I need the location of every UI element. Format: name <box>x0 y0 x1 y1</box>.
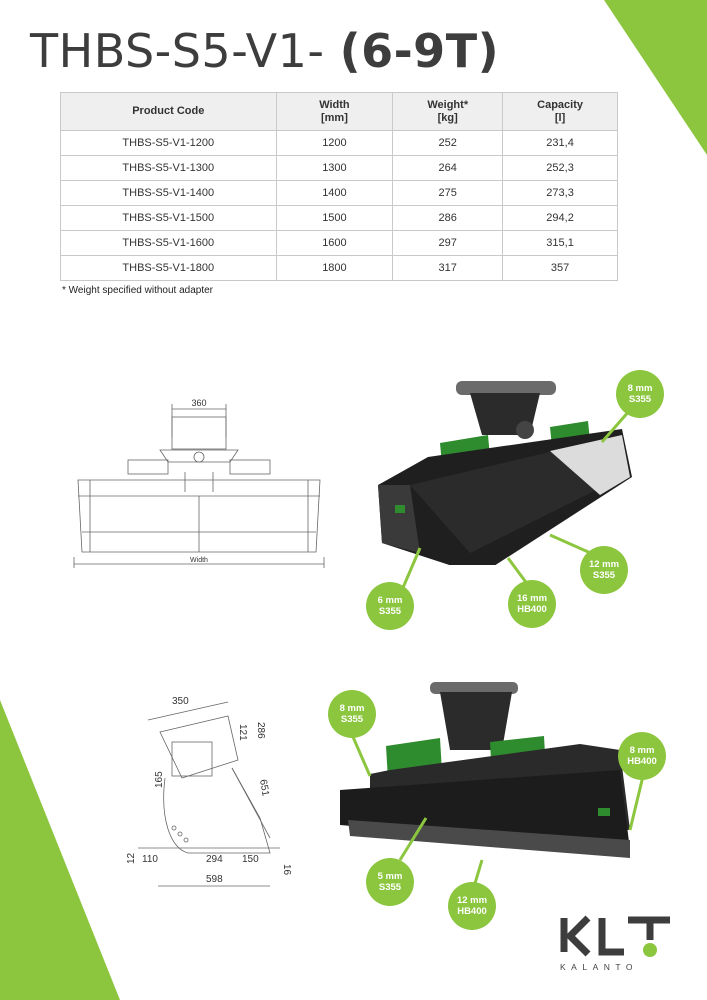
header-width: Width [mm] <box>276 93 393 131</box>
dim-12: 12 <box>126 852 137 864</box>
dim-width-label: Width <box>190 557 208 564</box>
weight-footnote: * Weight specified without adapter <box>62 285 214 296</box>
table-row <box>61 131 618 156</box>
cell-weight: 252 <box>393 131 503 156</box>
badge-thickness: 16 mm <box>516 593 548 604</box>
badge-material: HB400 <box>627 756 657 767</box>
badge-thickness: 8 mm <box>339 703 365 714</box>
dim-350: 350 <box>172 696 189 707</box>
title-model: THBS-S5-V1- <box>30 24 325 78</box>
dim-165: 165 <box>154 771 165 788</box>
badge-top-16mm-hb400 <box>508 580 556 628</box>
dim-598: 598 <box>206 874 223 885</box>
title-tonnage: (6-9T) <box>339 24 500 78</box>
dim-121: 121 <box>237 724 248 741</box>
badge-bottom-5mm-s355 <box>366 858 414 906</box>
dim-16: 16 <box>281 864 292 876</box>
cell-capacity: 231,4 <box>503 131 618 156</box>
cell-product-code: THBS-S5-V1-1200 <box>61 131 277 156</box>
badge-material: S355 <box>340 714 364 725</box>
table-row <box>61 231 618 256</box>
dim-150: 150 <box>242 854 259 865</box>
cell-capacity: 273,3 <box>503 181 618 206</box>
cell-weight: 297 <box>393 231 503 256</box>
badge-material: S355 <box>378 606 402 617</box>
dim-110: 110 <box>142 854 158 865</box>
table-row <box>61 256 618 281</box>
badge-thickness: 12 mm <box>456 895 488 906</box>
badge-material: S355 <box>592 570 616 581</box>
header-product-code: Product Code <box>61 93 277 131</box>
table-row <box>61 181 618 206</box>
cell-width: 1500 <box>276 206 393 231</box>
cell-product-code: THBS-S5-V1-1800 <box>61 256 277 281</box>
badge-top-6mm-s355 <box>366 582 414 630</box>
cell-weight: 317 <box>393 256 503 281</box>
badge-material: HB400 <box>457 906 487 917</box>
badge-bottom-8mm-hb400 <box>618 732 666 780</box>
page-title <box>30 24 499 78</box>
badge-thickness: 8 mm <box>629 745 655 756</box>
badge-top-12mm-s355 <box>580 546 628 594</box>
badge-thickness: 12 mm <box>588 559 620 570</box>
cell-capacity: 315,1 <box>503 231 618 256</box>
cell-width: 1300 <box>276 156 393 181</box>
side-view-drawing <box>120 688 300 888</box>
cell-width: 1200 <box>276 131 393 156</box>
cell-width: 1400 <box>276 181 393 206</box>
dim-294: 294 <box>206 854 223 865</box>
table-header-row <box>61 93 618 131</box>
cell-weight: 275 <box>393 181 503 206</box>
cell-capacity: 357 <box>503 256 618 281</box>
badge-top-8mm-s355 <box>616 370 664 418</box>
logo-wordmark: KALANTO <box>560 962 639 972</box>
front-view-drawing <box>60 392 335 572</box>
cell-width: 1800 <box>276 256 393 281</box>
cell-width: 1600 <box>276 231 393 256</box>
badge-material: S355 <box>378 882 402 893</box>
cell-product-code: THBS-S5-V1-1600 <box>61 231 277 256</box>
badge-bottom-8mm-s355 <box>328 690 376 738</box>
badge-thickness: 6 mm <box>377 595 403 606</box>
badge-thickness: 8 mm <box>627 383 653 394</box>
dim-651: 651 <box>257 778 271 797</box>
badge-bottom-12mm-hb400 <box>448 882 496 930</box>
cell-product-code: THBS-S5-V1-1400 <box>61 181 277 206</box>
cell-product-code: THBS-S5-V1-1500 <box>61 206 277 231</box>
table-row <box>61 206 618 231</box>
spec-table <box>60 92 618 281</box>
cell-capacity: 294,2 <box>503 206 618 231</box>
header-capacity: Capacity [l] <box>503 93 618 131</box>
cell-capacity: 252,3 <box>503 156 618 181</box>
badge-material: HB400 <box>517 604 547 615</box>
badge-material: S355 <box>628 394 652 405</box>
cell-weight: 286 <box>393 206 503 231</box>
cell-weight: 264 <box>393 156 503 181</box>
header-weight: Weight* [kg] <box>393 93 503 131</box>
table-row <box>61 156 618 181</box>
dim-360: 360 <box>191 398 207 408</box>
cell-product-code: THBS-S5-V1-1300 <box>61 156 277 181</box>
badge-thickness: 5 mm <box>377 871 403 882</box>
dim-286: 286 <box>255 722 266 739</box>
